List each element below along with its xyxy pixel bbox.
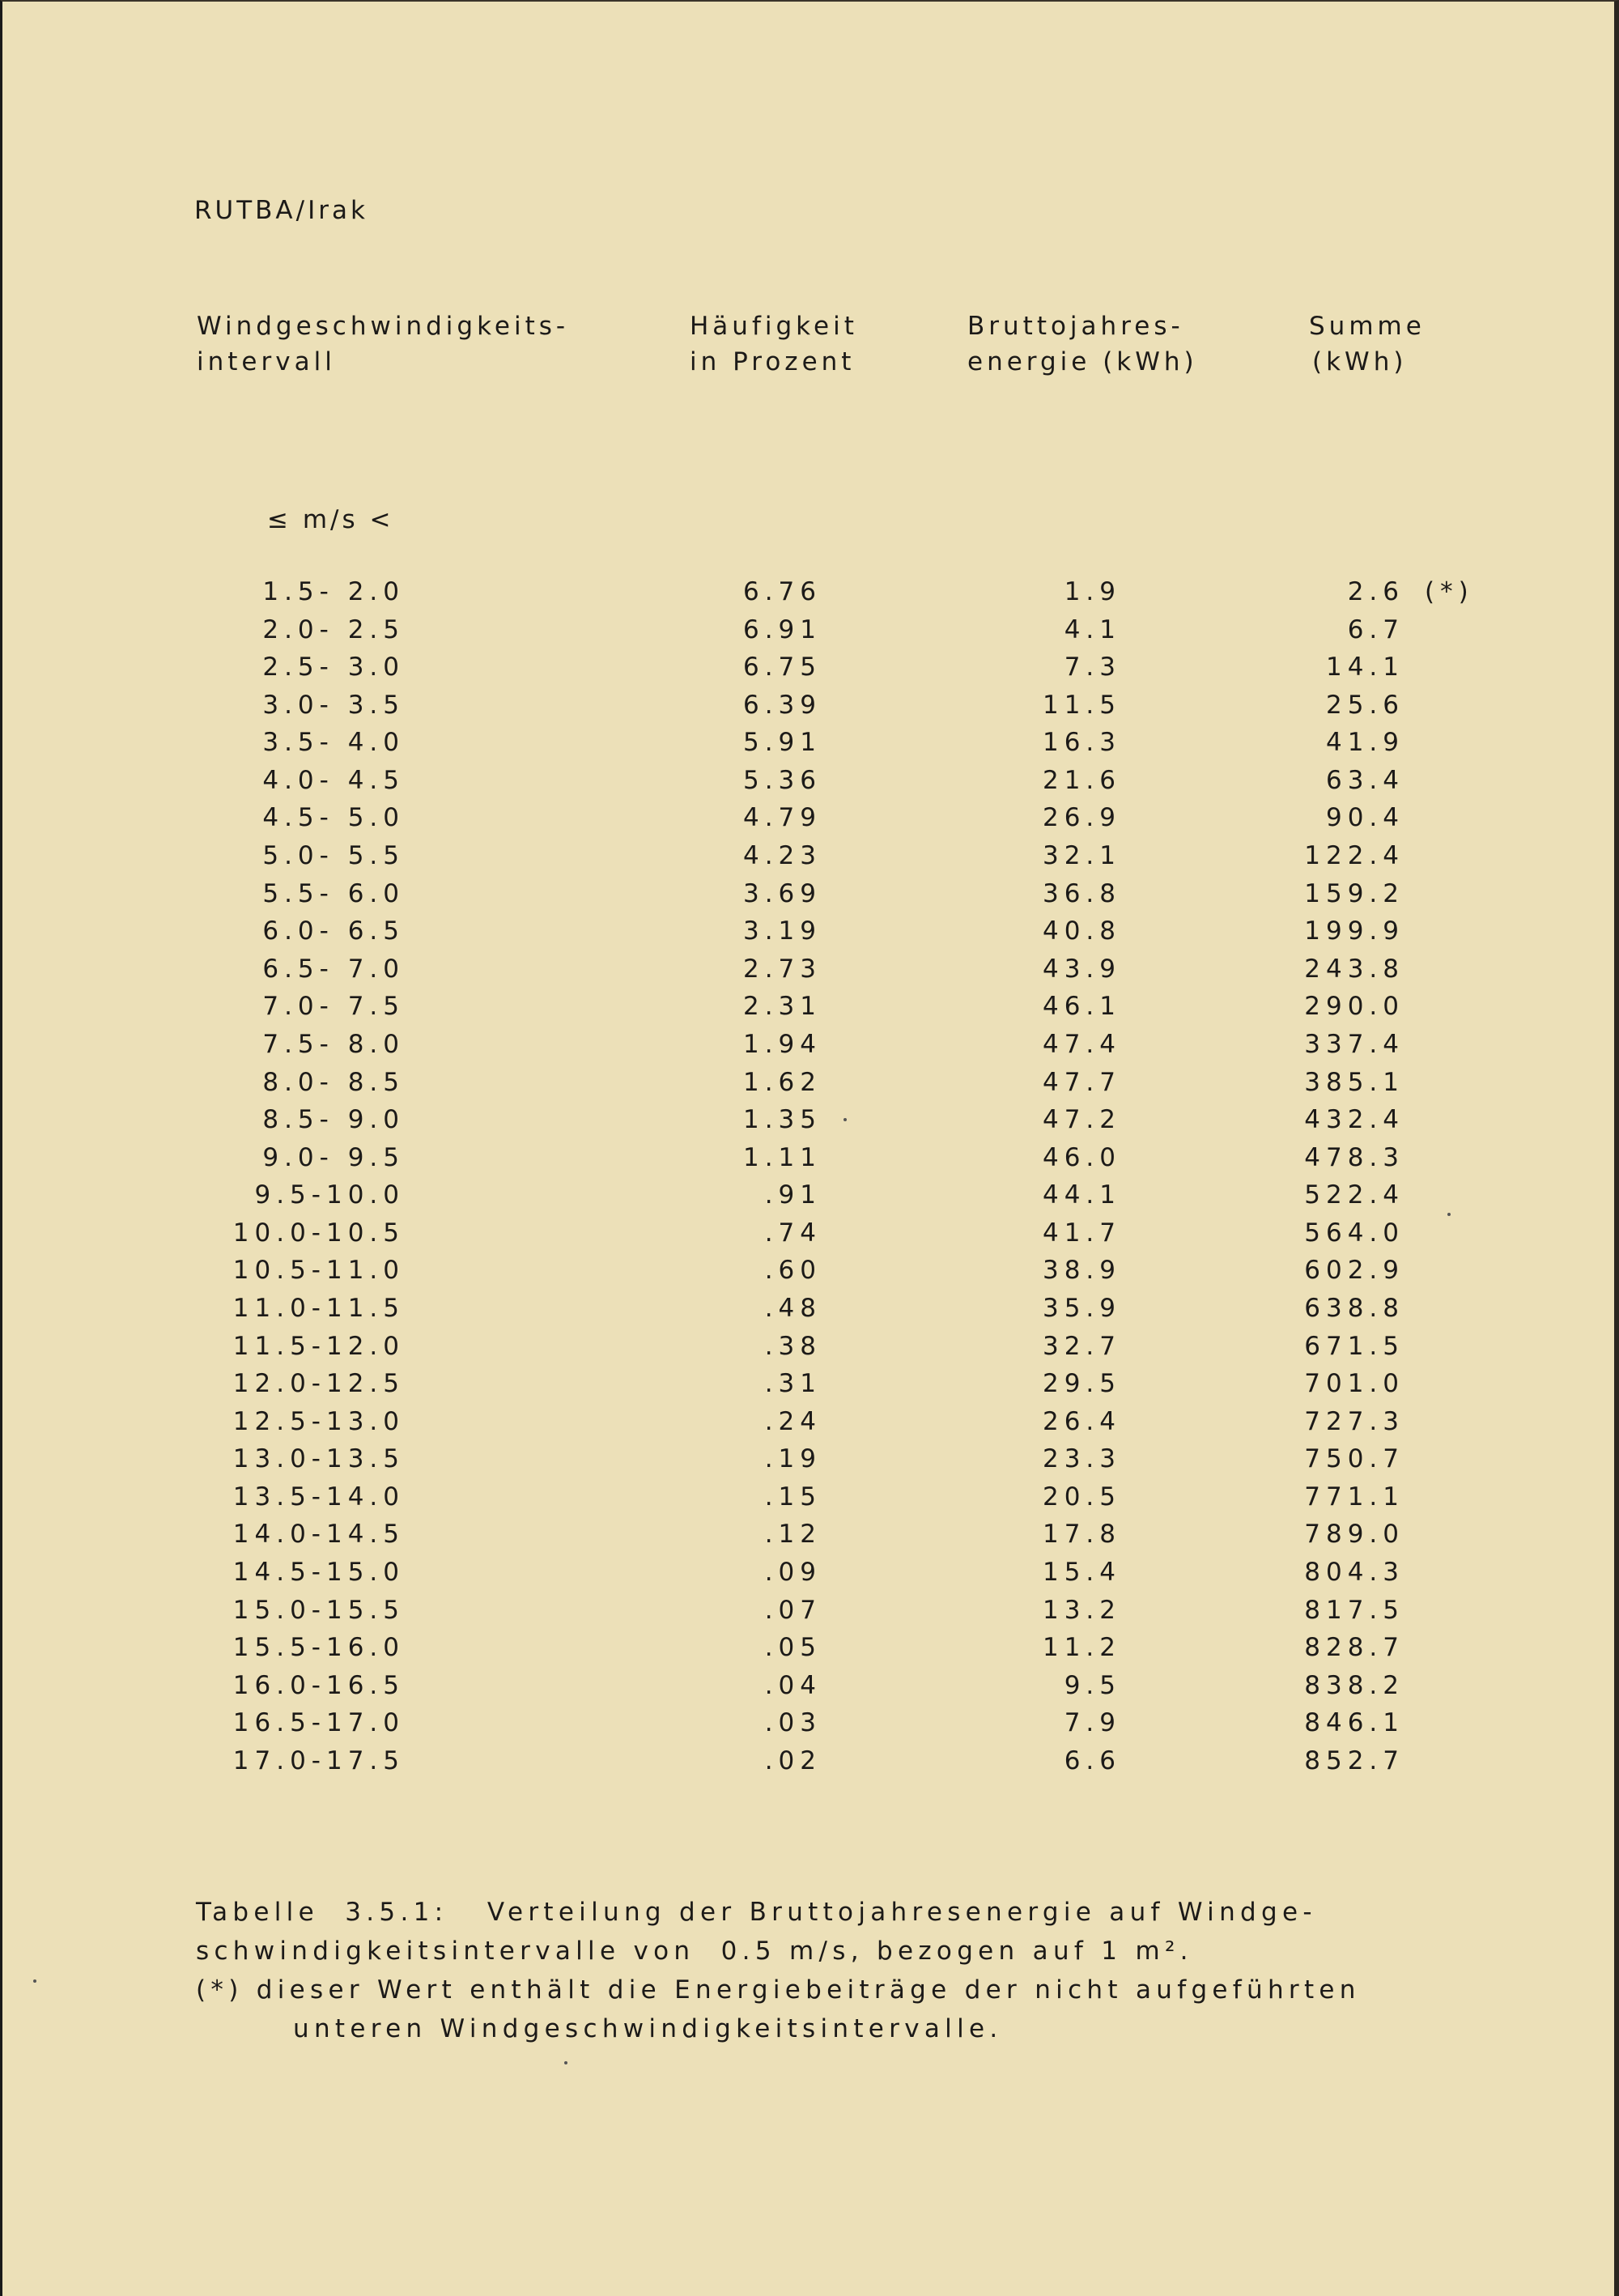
sum-cell: 478.3 (1304, 1142, 1404, 1172)
sum-cell: 789.0 (1304, 1520, 1404, 1550)
sum-cell: 602.9 (1304, 1256, 1404, 1286)
frequency-cell: .02 (764, 1745, 822, 1775)
energy-cell: 38.9 (1042, 1256, 1121, 1286)
header-sum-line1: Summe (1309, 312, 1426, 341)
interval-cell: 5.5- 6.0 (262, 878, 405, 908)
energy-cell: 16.3 (1042, 728, 1121, 758)
frequency-cell: .15 (764, 1482, 822, 1512)
energy-cell: 35.9 (1042, 1293, 1121, 1323)
energy-cell: 47.2 (1042, 1105, 1121, 1135)
frequency-cell: 1.11 (742, 1142, 822, 1172)
header-interval-line2: intervall (197, 347, 336, 376)
interval-cell: 3.5- 4.0 (262, 728, 405, 758)
sum-cell: 564.0 (1304, 1218, 1404, 1248)
sum-cell: 2.6 (1347, 577, 1404, 606)
table-row (0, 1558, 1619, 1596)
sum-cell: 14.1 (1325, 653, 1404, 682)
table-row (0, 1520, 1619, 1558)
interval-cell: 16.5-17.0 (232, 1708, 405, 1738)
table-row (0, 1407, 1619, 1445)
sum-cell: 671.5 (1304, 1331, 1404, 1361)
location-title: RUTBA/Irak (194, 196, 368, 225)
wind-energy-table (0, 577, 1619, 1784)
header-interval-line1: Windgeschwindigkeits- (197, 312, 570, 341)
table-row (0, 1105, 1619, 1143)
frequency-cell: .09 (764, 1558, 822, 1588)
table-row (0, 1256, 1619, 1294)
energy-cell: 20.5 (1042, 1482, 1121, 1512)
energy-cell: 26.4 (1042, 1406, 1121, 1436)
frequency-cell: .48 (764, 1293, 822, 1323)
energy-cell: 44.1 (1042, 1180, 1121, 1210)
table-row (0, 1030, 1619, 1068)
header-energy-line1: Bruttojahres- (967, 312, 1184, 341)
frequency-cell: .05 (764, 1633, 822, 1663)
interval-cell: 12.5-13.0 (232, 1406, 405, 1436)
sum-cell: 852.7 (1304, 1745, 1404, 1775)
frequency-cell: 2.73 (742, 954, 822, 984)
frequency-cell: .24 (764, 1406, 822, 1436)
frequency-cell: 6.39 (742, 690, 822, 720)
sum-cell: 337.4 (1304, 1029, 1404, 1059)
table-row (0, 1180, 1619, 1218)
sum-cell: 522.4 (1304, 1180, 1404, 1210)
interval-cell: 13.0-13.5 (232, 1444, 405, 1474)
header-sum-line2: (kWh) (1312, 347, 1408, 376)
interval-cell: 15.5-16.0 (232, 1633, 405, 1663)
interval-cell: 3.0- 3.5 (262, 690, 405, 720)
frequency-cell: 4.23 (742, 841, 822, 871)
interval-cell: 14.5-15.0 (232, 1558, 405, 1588)
interval-cell: 4.5- 5.0 (262, 803, 405, 833)
sum-cell: 727.3 (1304, 1406, 1404, 1436)
frequency-cell: .04 (764, 1670, 822, 1700)
sum-cell: 290.0 (1304, 992, 1404, 1022)
energy-cell: 21.6 (1042, 765, 1121, 795)
frequency-cell: 3.19 (742, 916, 822, 946)
sum-cell: 838.2 (1304, 1670, 1404, 1700)
scan-speck (564, 2061, 567, 2064)
sum-cell: 638.8 (1304, 1293, 1404, 1323)
note-cell: (*) (1425, 577, 1474, 606)
frequency-cell: 2.31 (742, 992, 822, 1022)
sum-cell: 63.4 (1325, 765, 1404, 795)
caption-line-2: schwindigkeitsintervalle von 0.5 m/s, bezogen auf 1 m². (196, 1937, 1193, 1966)
interval-cell: 14.0-14.5 (232, 1520, 405, 1550)
energy-cell: 15.4 (1042, 1558, 1121, 1588)
frequency-cell: .19 (764, 1444, 822, 1474)
sum-cell: 25.6 (1325, 690, 1404, 720)
table-row (0, 1708, 1619, 1746)
frequency-cell: .03 (764, 1708, 822, 1738)
energy-cell: 41.7 (1042, 1218, 1121, 1248)
energy-cell: 7.3 (1064, 653, 1121, 682)
frequency-cell: .38 (764, 1331, 822, 1361)
frequency-cell: .31 (764, 1369, 822, 1399)
frequency-cell: 6.76 (742, 577, 822, 606)
table-row (0, 615, 1619, 653)
interval-cell: 6.0- 6.5 (262, 916, 405, 946)
energy-cell: 43.9 (1042, 954, 1121, 984)
sum-cell: 159.2 (1304, 878, 1404, 908)
frequency-cell: 1.62 (742, 1067, 822, 1097)
interval-cell: 8.0- 8.5 (262, 1067, 405, 1097)
sum-cell: 846.1 (1304, 1708, 1404, 1738)
sum-cell: 828.7 (1304, 1633, 1404, 1663)
table-row (0, 803, 1619, 841)
energy-cell: 11.5 (1042, 690, 1121, 720)
sum-cell: 750.7 (1304, 1444, 1404, 1474)
scan-speck (33, 1979, 36, 1983)
sum-cell: 432.4 (1304, 1105, 1404, 1135)
interval-cell: 2.5- 3.0 (262, 653, 405, 682)
sum-cell: 771.1 (1304, 1482, 1404, 1512)
frequency-cell: 4.79 (742, 803, 822, 833)
table-row (0, 577, 1619, 615)
frequency-cell: .07 (764, 1595, 822, 1625)
table-row (0, 1671, 1619, 1709)
frequency-cell: 5.36 (742, 765, 822, 795)
table-row (0, 955, 1619, 993)
table-row (0, 841, 1619, 879)
interval-cell: 11.5-12.0 (232, 1331, 405, 1361)
interval-cell: 7.5- 8.0 (262, 1029, 405, 1059)
energy-cell: 29.5 (1042, 1369, 1121, 1399)
energy-cell: 7.9 (1064, 1708, 1121, 1738)
energy-cell: 23.3 (1042, 1444, 1121, 1474)
sum-cell: 701.0 (1304, 1369, 1404, 1399)
table-row (0, 728, 1619, 766)
energy-cell: 32.1 (1042, 841, 1121, 871)
table-row (0, 1294, 1619, 1332)
interval-cell: 10.0-10.5 (232, 1218, 405, 1248)
frequency-cell: 1.94 (742, 1029, 822, 1059)
sum-cell: 243.8 (1304, 954, 1404, 984)
table-row (0, 1444, 1619, 1482)
sum-cell: 804.3 (1304, 1558, 1404, 1588)
table-row (0, 1218, 1619, 1256)
table-row (0, 1369, 1619, 1407)
interval-cell: 16.0-16.5 (232, 1670, 405, 1700)
unit-label: ≤ m/s < (267, 505, 394, 534)
energy-cell: 46.0 (1042, 1142, 1121, 1172)
frequency-cell: 6.75 (742, 653, 822, 682)
header-energy-line2: energie (kWh) (967, 347, 1198, 376)
frequency-cell: .91 (764, 1180, 822, 1210)
table-row (0, 1746, 1619, 1784)
interval-cell: 11.0-11.5 (232, 1293, 405, 1323)
sum-cell: 90.4 (1325, 803, 1404, 833)
table-row (0, 916, 1619, 955)
interval-cell: 8.5- 9.0 (262, 1105, 405, 1135)
interval-cell: 4.0- 4.5 (262, 765, 405, 795)
energy-cell: 46.1 (1042, 992, 1121, 1022)
frequency-cell: 5.91 (742, 728, 822, 758)
energy-cell: 17.8 (1042, 1520, 1121, 1550)
table-row (0, 1068, 1619, 1106)
table-row (0, 992, 1619, 1030)
interval-cell: 6.5- 7.0 (262, 954, 405, 984)
table-row (0, 653, 1619, 691)
energy-cell: 47.4 (1042, 1029, 1121, 1059)
interval-cell: 1.5- 2.0 (262, 577, 405, 606)
energy-cell: 1.9 (1064, 577, 1121, 606)
table-row (0, 1332, 1619, 1370)
frequency-cell: .74 (764, 1218, 822, 1248)
energy-cell: 32.7 (1042, 1331, 1121, 1361)
interval-cell: 15.0-15.5 (232, 1595, 405, 1625)
table-row (0, 766, 1619, 804)
caption-line-4: unteren Windgeschwindigkeitsintervalle. (293, 2014, 1003, 2043)
interval-cell: 7.0- 7.5 (262, 992, 405, 1022)
energy-cell: 4.1 (1064, 614, 1121, 644)
interval-cell: 13.5-14.0 (232, 1482, 405, 1512)
energy-cell: 47.7 (1042, 1067, 1121, 1097)
caption-line-3: (*) dieser Wert enthält die Energiebeiträge der nicht aufgeführten (196, 1975, 1361, 2005)
energy-cell: 9.5 (1064, 1670, 1121, 1700)
frequency-cell: 6.91 (742, 614, 822, 644)
energy-cell: 36.8 (1042, 878, 1121, 908)
interval-cell: 9.0- 9.5 (262, 1142, 405, 1172)
table-row (0, 691, 1619, 729)
sum-cell: 199.9 (1304, 916, 1404, 946)
sum-cell: 817.5 (1304, 1595, 1404, 1625)
frequency-cell: 1.35 (742, 1105, 822, 1135)
sum-cell: 385.1 (1304, 1067, 1404, 1097)
sum-cell: 6.7 (1347, 614, 1404, 644)
table-row (0, 1633, 1619, 1671)
energy-cell: 26.9 (1042, 803, 1121, 833)
interval-cell: 10.5-11.0 (232, 1256, 405, 1286)
header-frequency-line2: in Prozent (690, 347, 856, 376)
table-row (0, 1596, 1619, 1634)
sum-cell: 41.9 (1325, 728, 1404, 758)
energy-cell: 11.2 (1042, 1633, 1121, 1663)
interval-cell: 2.0- 2.5 (262, 614, 405, 644)
table-row (0, 879, 1619, 917)
energy-cell: 6.6 (1064, 1745, 1121, 1775)
interval-cell: 9.5-10.0 (254, 1180, 405, 1210)
frequency-cell: .60 (764, 1256, 822, 1286)
table-row (0, 1143, 1619, 1181)
caption-line-1: Tabelle 3.5.1: Verteilung der Bruttojahresenergie auf Windge- (196, 1898, 1317, 1927)
header-frequency-line1: Häufigkeit (690, 312, 858, 341)
interval-cell: 17.0-17.5 (232, 1745, 405, 1775)
energy-cell: 40.8 (1042, 916, 1121, 946)
energy-cell: 13.2 (1042, 1595, 1121, 1625)
interval-cell: 12.0-12.5 (232, 1369, 405, 1399)
frequency-cell: .12 (764, 1520, 822, 1550)
frequency-cell: 3.69 (742, 878, 822, 908)
interval-cell: 5.0- 5.5 (262, 841, 405, 871)
sum-cell: 122.4 (1304, 841, 1404, 871)
table-row (0, 1482, 1619, 1520)
